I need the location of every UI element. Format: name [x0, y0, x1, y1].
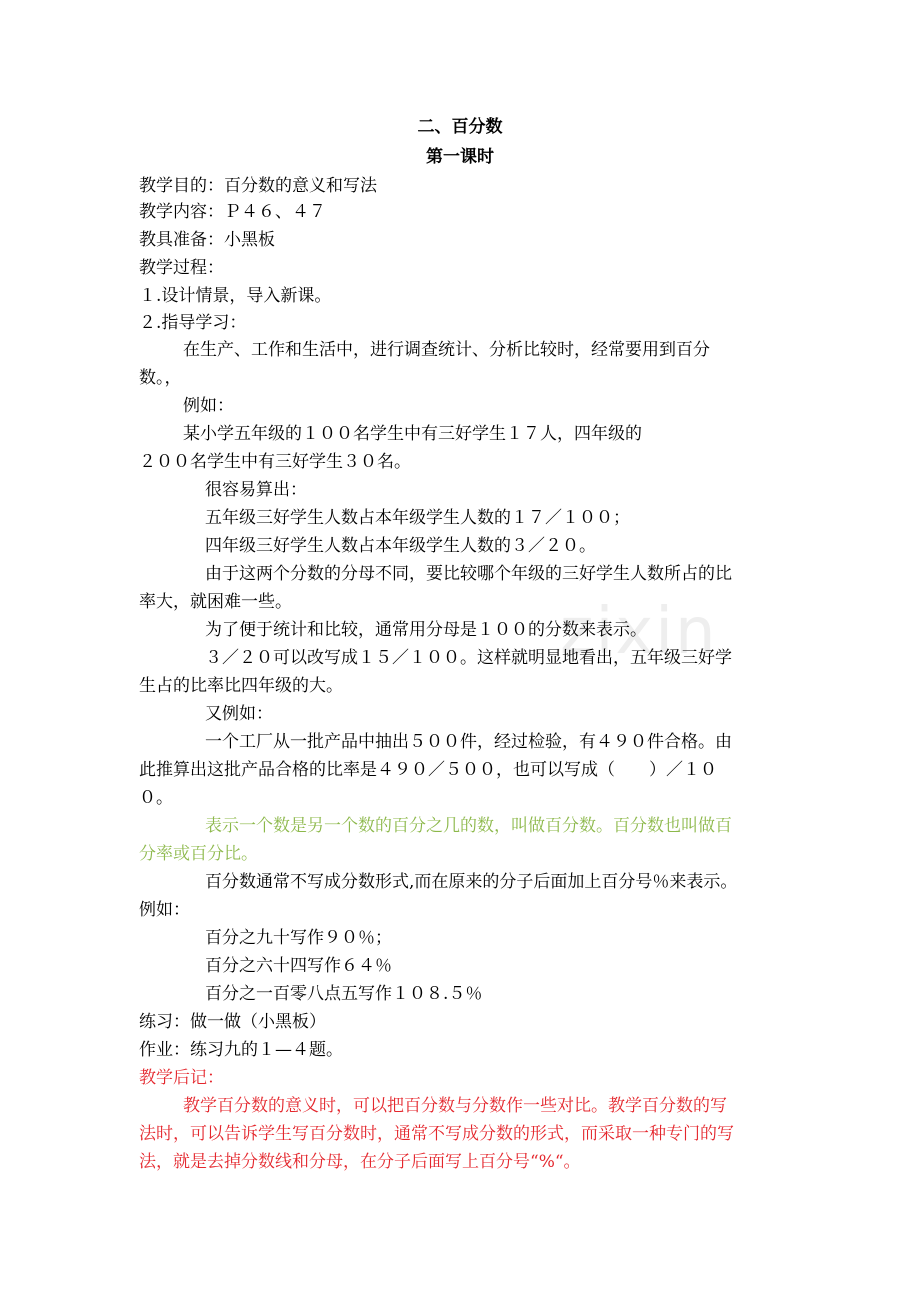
homework-line: 作业：练习九的１—４题。 [139, 1040, 343, 1060]
paragraph-rewrite-1: ３／２０可以改写成１５／１００。这样就明显地看出，五年级三好学 [205, 648, 732, 668]
notation-paragraph-2: 例如： [139, 900, 190, 920]
definition-1: 表示一个数是另一个数的百分之几的数，叫做百分数。百分数也叫做百 [205, 816, 732, 836]
notes-label: 教学后记： [139, 1068, 224, 1088]
step-2: ２.指导学习： [139, 313, 247, 333]
factory-example-3: ０。 [139, 788, 173, 808]
notes-text-3: 法，就是去掉分数线和分母，在分子后面写上百分号“%“。 [139, 1152, 581, 1172]
teaching-content: 教学内容：Ｐ４６、４７ [139, 202, 326, 222]
example-text-1: 某小学五年级的１００名学生中有三好学生１７人，四年级的 [183, 424, 642, 444]
factory-example-2: 此推算出这批产品合格的比率是４９０／５００，也可以写成（ ）／１０ [139, 760, 717, 780]
paragraph-denominator: 为了便于统计和比较，通常用分母是１００的分数来表示。 [205, 620, 647, 640]
percent-example-2: 百分之六十四写作６４％ [205, 956, 392, 976]
definition-2: 分率或百分比。 [139, 844, 258, 864]
calc-grade-4: 四年级三好学生人数占本年级学生人数的３／２０。 [205, 536, 596, 556]
percent-example-1: 百分之九十写作９０％； [205, 928, 392, 948]
example-label-2: 又例如： [205, 704, 273, 724]
watermark: zixin [560, 595, 718, 669]
calc-grade-5: 五年级三好学生人数占本年级学生人数的１７／１００； [205, 508, 630, 528]
teaching-purpose: 教学目的：百分数的意义和写法 [139, 176, 377, 196]
factory-example-1: 一个工厂从一批产品中抽出５００件，经过检验，有４９０件合格。由 [205, 732, 732, 752]
notation-paragraph-1: 百分数通常不写成分数形式,而在原来的分子后面加上百分号％来表示。 [205, 872, 738, 892]
percent-example-3: 百分之一百零八点五写作１０８.５％ [205, 984, 483, 1004]
example-label-1: 例如： [183, 396, 234, 416]
step-1: １.设计情景，导入新课。 [139, 286, 332, 306]
practice-line: 练习：做一做（小黑板） [139, 1012, 326, 1032]
notes-text-1: 教学百分数的意义时，可以把百分数与分数作一些对比。教学百分数的写 [183, 1096, 727, 1116]
paragraph-intro-1: 在生产、工作和生活中，进行调查统计、分析比较时，经常要用到百分 [183, 340, 710, 360]
page-title: 二、百分数 [417, 117, 503, 137]
teaching-process-label: 教学过程： [139, 258, 224, 278]
paragraph-intro-2: 数。， [139, 368, 182, 388]
paragraph-compare-1: 由于这两个分数的分母不同，要比较哪个年级的三好学生人数所占的比 [205, 564, 732, 584]
teaching-tools: 教具准备：小黑板 [139, 230, 275, 250]
calc-intro: 很容易算出： [205, 480, 307, 500]
example-text-2: ２００名学生中有三好学生３０名。 [139, 452, 411, 472]
notes-text-2: 法时，可以告诉学生写百分数时，通常不写成分数的形式，而采取一种专门的写 [139, 1124, 734, 1144]
paragraph-rewrite-2: 生占的比率比四年级的大。 [139, 676, 343, 696]
paragraph-compare-2: 率大，就困难一些。 [139, 592, 292, 612]
lesson-title: 第一课时 [426, 147, 494, 167]
